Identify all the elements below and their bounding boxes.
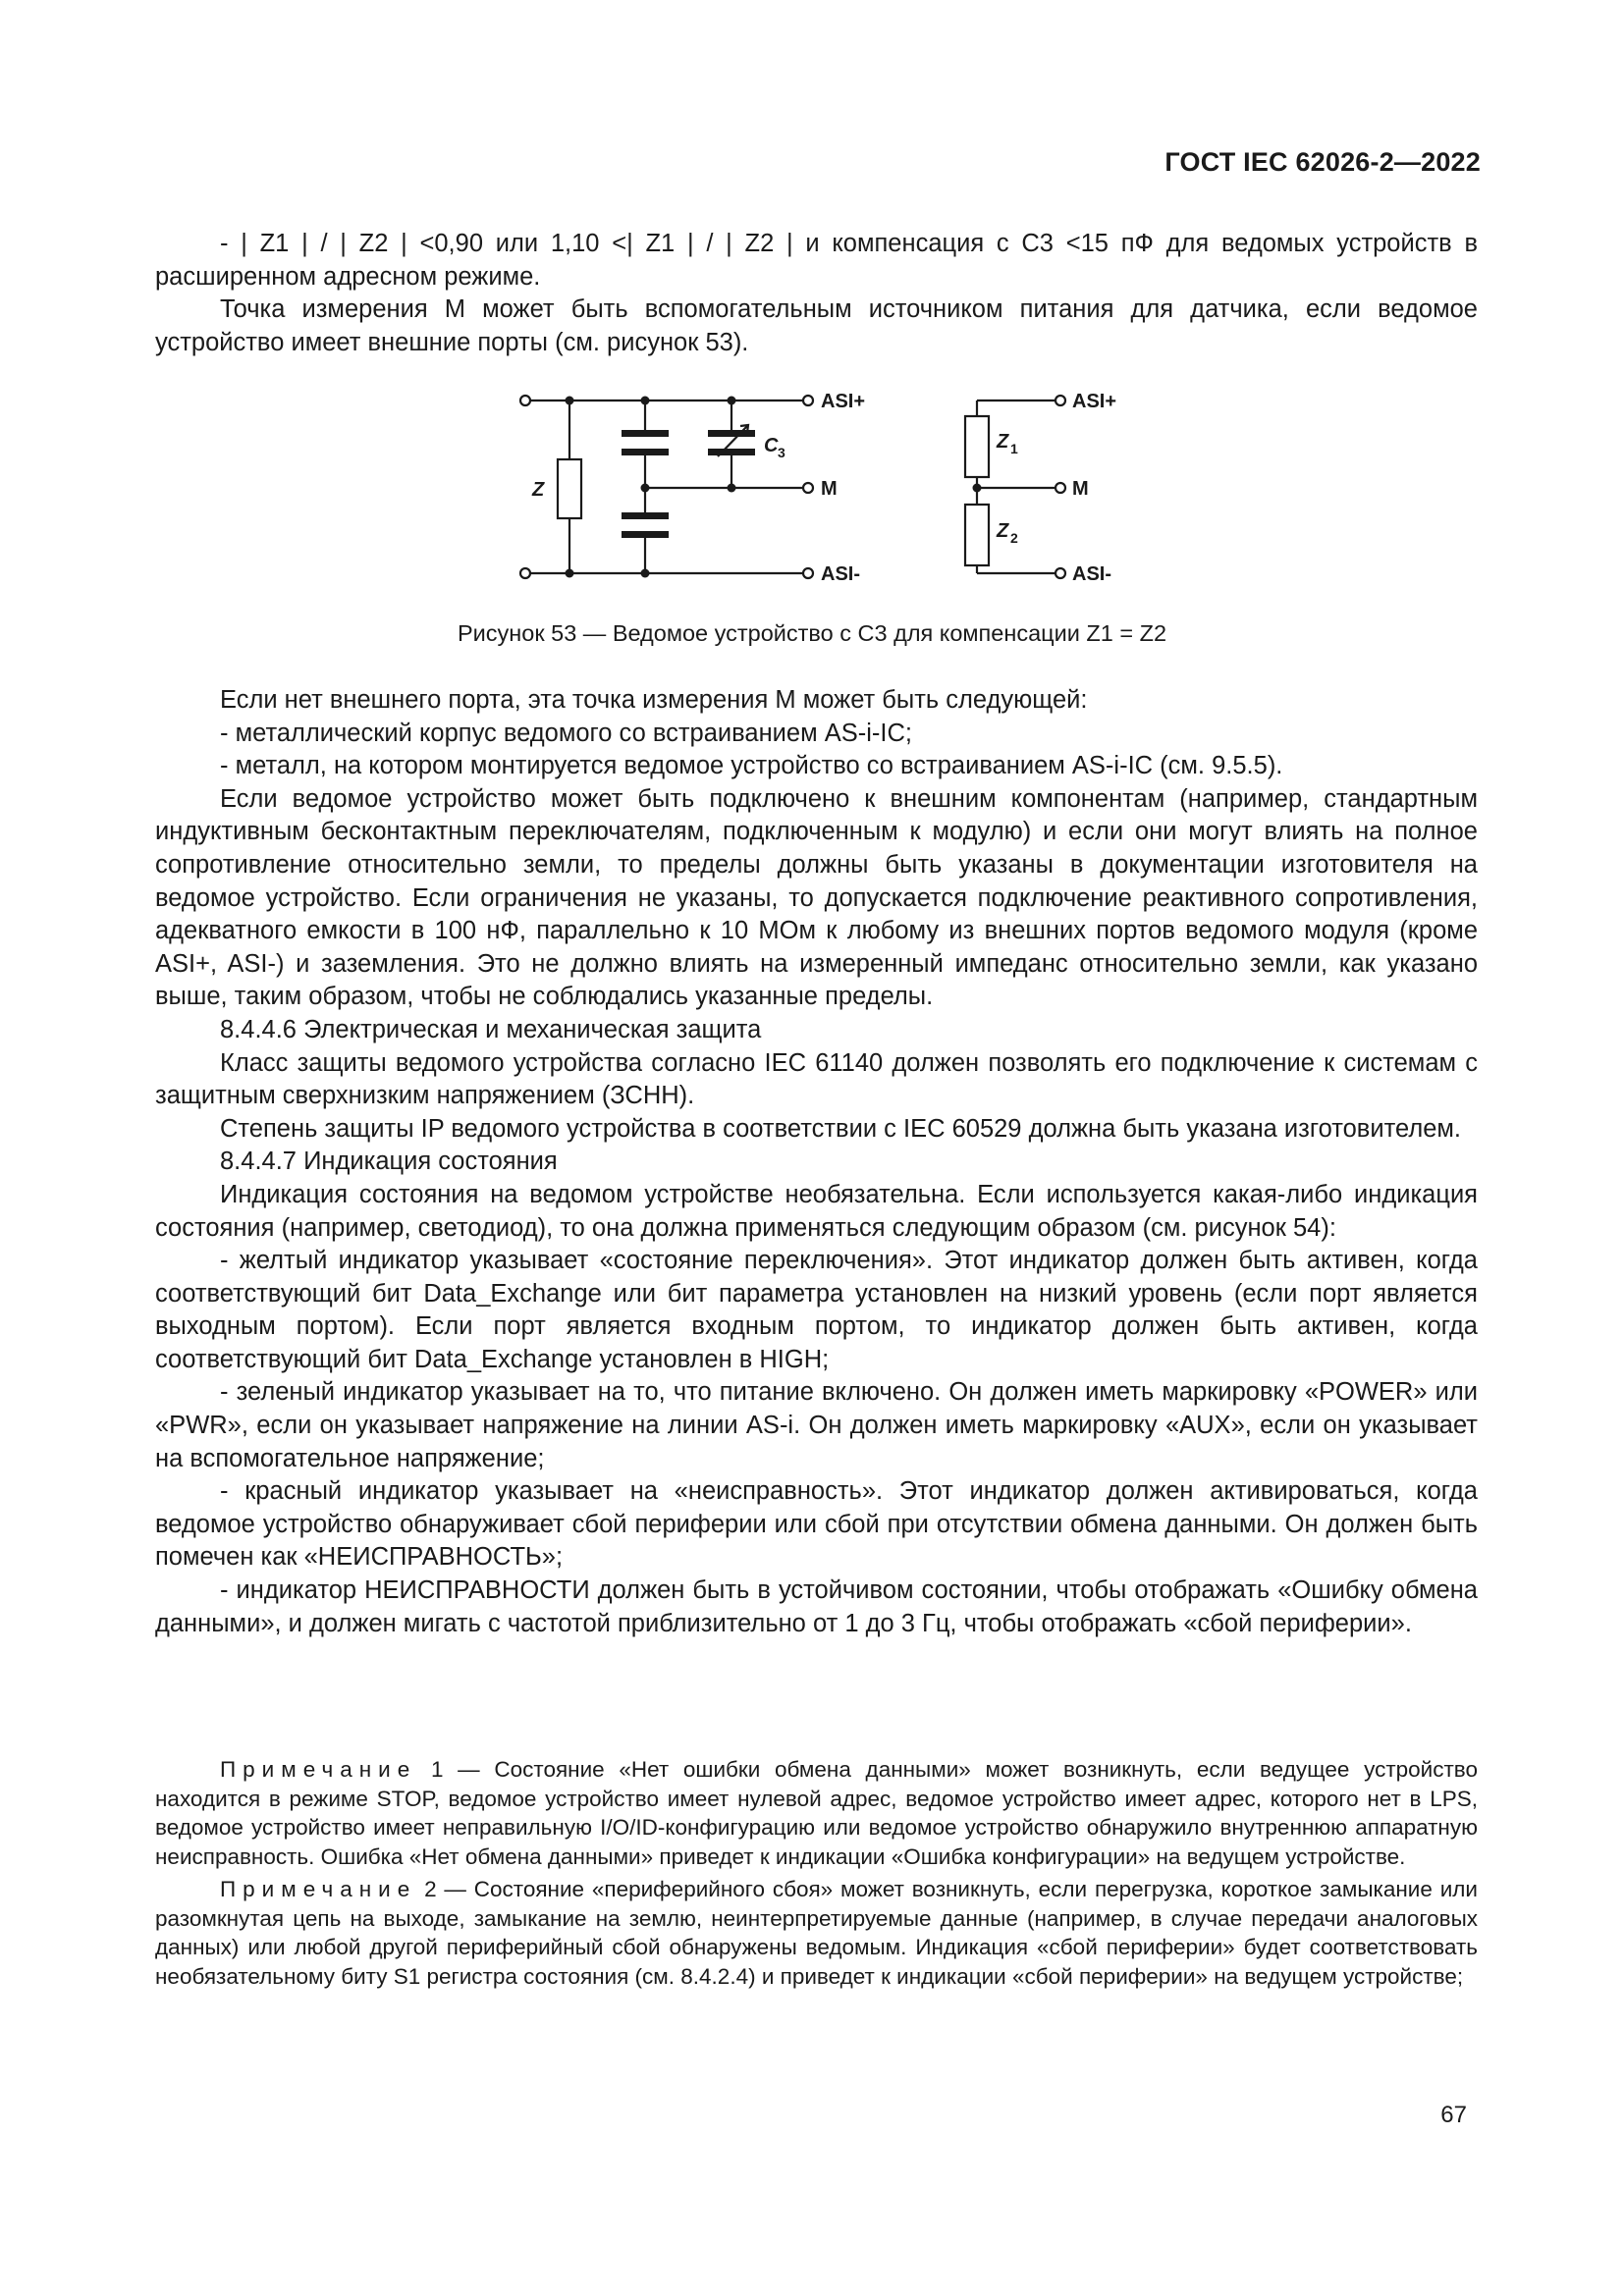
capacitor-plate: [622, 449, 669, 455]
label-asi-minus: ASI-: [821, 563, 860, 585]
section-heading: 8.4.4.6 Электрическая и механическая защита: [220, 1015, 762, 1043]
figure-caption: Рисунок 53 — Ведомое устройство с С3 для компенсации Z1 = Z2: [457, 620, 1167, 646]
resistor-z: [558, 459, 581, 518]
label-right-asi-minus: ASI-: [1072, 563, 1111, 585]
list-item: - металлический корпус ведомого со встраиванием AS-i-IC;: [220, 719, 912, 747]
label-m: M: [821, 478, 838, 500]
label-z1: Z: [997, 431, 1009, 453]
paragraph: Класс защиты ведомого устройства согласно IEC 61140 должен позволять его подключение к системам с защитным сверхнизким напряжением (ЗСНН).: [155, 1048, 1478, 1110]
capacitor-plate: [622, 531, 669, 538]
terminal-right-m: [1056, 483, 1065, 493]
list-item: - металл, на котором монтируется ведомое устройство со встраиванием AS-i-IC (см. 9.5.5).: [220, 752, 1283, 780]
resistor-z1: [965, 416, 989, 477]
label-z2: Z: [997, 520, 1009, 542]
list-item: - красный индикатор указывает на «неисправность». Этот индикатор должен активироваться, когда ведомое устройство обнаруживает сбой периферии или сбой при отсутствии обмена данными. Он должен быть помечен как «НЕИСПРАВНОСТЬ»;: [155, 1477, 1478, 1572]
label-z: Z: [532, 479, 545, 501]
main-paragraphs: [155, 684, 1478, 1640]
capacitor-plate: [622, 512, 669, 519]
terminal-right-asi-plus: [1056, 396, 1065, 405]
resistor-z2: [965, 505, 989, 565]
list-item: - желтый индикатор указывает «состояние переключения». Этот индикатор должен быть активен, когда соответствующий бит Data_Exchange или бит параметра установлен на низкий уровень (если порт является выходным портом). Если порт является входным портом, то индикатор должен быть активен, когда соответствующий бит Data_Exchange установлен в HIGH;: [155, 1247, 1478, 1373]
note-1: [155, 1755, 1478, 1871]
label-right-m: M: [1072, 478, 1089, 500]
top-paragraphs: [155, 228, 1478, 359]
terminal-m: [803, 483, 813, 493]
note-2: [155, 1875, 1478, 1991]
label-c3: C: [764, 435, 779, 456]
note-label: Примечание: [220, 1757, 417, 1782]
note-text: 2 — Состояние «периферийного сбоя» может возникнуть, если перегрузка, короткое замыкание или разомкнутая цепь на выходе, замыкание на землю, неинтерпретируемые данные (например, в случае передачи аналоговых данных) или любой другой периферийный сбой обнаружены ведомым. Индикация «сбой периферии» будет соответствовать необязательному биту S1 регистра состояния (см. 8.4.2.4) и приведет к индикации «сбой периферии» на ведущем устройстве;: [155, 1877, 1478, 1989]
paragraph: Если нет внешнего порта, эта точка измерения М может быть следующей:: [220, 686, 1088, 714]
paragraph: Степень защиты IP ведомого устройства в соответствии с IEC 60529 должна быть указана изготовителем.: [220, 1114, 1461, 1143]
label-z1-sub: 1: [1010, 441, 1018, 456]
section-heading: 8.4.4.7 Индикация состояния: [220, 1148, 558, 1176]
terminal-right-asi-minus: [1056, 568, 1065, 578]
paragraph: Индикация состояния на ведомом устройстве необязательна. Если используется какая-либо индикация состояния (например, светодиод), то она должна применяться следующим образом (см. рисунок 54):: [155, 1180, 1478, 1242]
label-z2-sub: 2: [1010, 530, 1018, 546]
terminal-left-bottom: [520, 568, 530, 578]
notes: [155, 1755, 1478, 1995]
page-number: 67: [1440, 2102, 1467, 2128]
document-header: ГОСТ IEC 62026-2—2022: [1164, 147, 1481, 177]
note-text: 1 — Состояние «Нет ошибки обмена данными» может возникнуть, если ведущее устройство находится в режиме STOP, ведомое устройство имеет нулевой адрес, ведомое устройство имеет адрес, которого нет в LPS, ведомое устройство имеет неправильную I/O/ID-конфигурацию или ведомое устройство обнаружило внутреннюю аппаратную неисправность. Ошибка «Нет обмена данными» приведет к индикации «Ошибка конфигурации» на ведущем устройстве.: [155, 1757, 1478, 1869]
terminal-asi-minus: [803, 568, 813, 578]
list-item: - индикатор НЕИСПРАВНОСТИ должен быть в устойчивом состоянии, чтобы отображать «Ошибку обмена данными», и должен мигать с частотой приблизительно от 1 до 3 Гц, чтобы отображать «сбой периферии».: [155, 1576, 1478, 1637]
note-label: Примечание: [220, 1877, 417, 1901]
terminal-asi-plus: [803, 396, 813, 405]
paragraph: - | Z1 | / | Z2 | <0,90 или 1,10 <| Z1 | / | Z2 | и компенсация с С3 <15 пФ для ведомых устройств в расширенном адресном режиме.: [155, 230, 1478, 291]
paragraph: Если ведомое устройство может быть подключено к внешним компонентам (например, стандартным индуктивным бесконтактным переключателям, подключенным к модулю) и если они могут влиять на полное сопротивление относительно земли, то пределы должны быть указаны в документации изготовителя на ведомое устройство. Если ограничения не указаны, то допускается подключение реактивного сопротивления, адекватного емкости в 100 нФ, параллельно к 10 МОм к любому из внешних портов ведомого модуля (кроме ASI+, ASI-) и заземления. Это не должно влиять на измеренный импеданс относительно земли, как указано выше, таким образом, чтобы не соблюдались указанные пределы.: [155, 784, 1478, 1011]
label-c3-sub: 3: [778, 445, 785, 460]
capacitor-c3-plate: [708, 430, 755, 437]
figure-53-circuit: [511, 381, 1119, 597]
label-right-asi-plus: ASI+: [1072, 391, 1117, 412]
list-item: - зеленый индикатор указывает на то, что питание включено. Он должен иметь маркировку «POWER» или «PWR», если он указывает напряжение на линии AS-i. Он должен иметь маркировку «AUX», если он указывает на вспомогательное напряжение;: [155, 1378, 1478, 1472]
paragraph: Точка измерения М может быть вспомогательным источником питания для датчика, если ведомое устройство имеет внешние порты (см. рисунок 53).: [155, 295, 1478, 356]
left-circuit: [520, 396, 813, 578]
terminal-left-top: [520, 396, 530, 405]
capacitor-plate: [622, 430, 669, 437]
label-asi-plus: ASI+: [821, 391, 866, 412]
capacitor-c3-plate: [708, 449, 755, 455]
